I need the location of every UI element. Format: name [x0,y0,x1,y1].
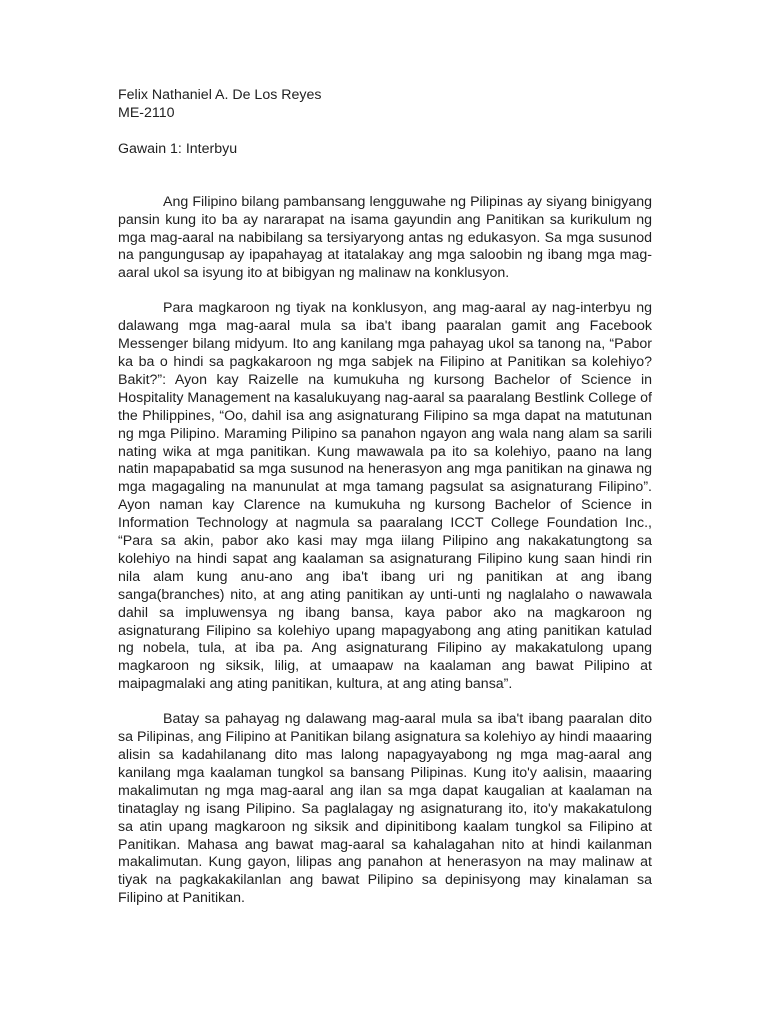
assignment-title: Gawain 1: Interbyu [118,140,238,157]
document-page [118,87,652,908]
section-code: ME-2110 [118,104,175,121]
paragraph-introduction: Ang Filipino bilang pambansang lengguwahe ng Pilipinas ay siyang binigyang pansin kung ito ba ay nararapat na isama gayundin ang Panitikan sa kurikulum ng mga mag-aaral na nabibilang sa tersiyaryong antas ng edukasyon. Sa mga susunod na pangungusap ay ipapahayag at itatalakay ang mga saloobin ng ibang mga mag-aaral ukol sa isyung ito at bibigyan ng malinaw na konklusyon. [118,193,652,282]
paragraph-conclusion: Batay sa pahayag ng dalawang mag-aaral mula sa iba't ibang paaralan dito sa Pilipinas, ang Filipino at Panitikan bilang asignatura sa kolehiyo ay hindi maaaring alisin sa kadahilanang dito mas lalong napagyayabong ng mga mag-aaral ang kanilang mga kaalaman tungkol sa bansang Pilipinas. Kung ito'y aalisin, maaaring makalimutan ng mga mag-aaral ang ilan sa mga dapat kaugalian at kaalaman na tinataglay ng isang Pilipino. Sa paglalagay ng asignaturang ito, ito'y makakatulong sa atin upang magkaroon ng siksik and dipinitibong kaalam tungkol sa Filipino at Panitikan. Mahasa ang bawat mag-aaral sa kahalagahan nito at hindi kailanman makalimutan. Kung gayon, lilipas ang panahon at henerasyon na may malinaw at tiyak na pagkakakilanlan ang bawat Pilipino sa depinisyong may kinalaman sa Filipino at Panitikan. [118,711,652,907]
author-name: Felix Nathaniel A. De Los Reyes [118,87,322,103]
paragraph-interview: Para magkaroon ng tiyak na konklusyon, ang mag-aaral ay nag-interbyu ng dalawang mga mag-aaral mula sa iba't ibang paaralan gamit ang Facebook Messenger bilang midyum. Ito ang kanilang mga pahayag ukol sa tanong na, “Pabor ka ba o hindi sa pagkakaroon ng mga sabjek na Filipino at Panitikan sa kolehiyo?Bakit?”: Ayon kay Raizelle na kumukuha ng kursong Bachelor of Science in Hospitality Management na kasalukuyang nag-aaral sa paaralang Bestlink College of the Philippines, “Oo, dahil isa ang asignaturang Filipino sa mga dapat na matutunan ng mga Pilipino. Maraming Pilipino sa panahon ngayon ang wala nang alam sa sarili nating wika at mga panitikan. Kung mawawala pa ito sa kolehiyo, paano na lang natin mapapabatid sa mga susunod na henerasyon ang mga panitikan na ginawa ng mga magagaling na manunulat at mga tamang pagsulat sa asignaturang Filipino”. Ayon naman kay Clarence na kumukuha ng kursong Bachelor of Science in Information Technology at nagmula sa paaralang ICCT College Foundation Inc., “Para sa akin, pabor ako kasi may mga iilang Pilipino ang nakakatungtong sa kolehiyo na hindi sapat ang kaalaman sa asignaturang Filipino kung saan hindi rin nila alam kung anu-ano ang iba't ibang uri ng panitikan at ang ibang sanga(branches) nito, at ang ating panitikan ay unti-unti ng naglalaho o nawawala dahil sa impluwensya ng ibang bansa, kaya pabor ako na magkaroon ng asignaturang Filipino sa kolehiyo upang mapagyabong ang ating panitikan katulad ng nobela, tula, at iba pa. Ang asignaturang Filipino ay makakatulong upang magkaroon ng siksik, lilig, at umaapaw na kaalaman ang bawat Pilipino at maipagmalaki ang ating panitikan, kultura, at ang ating bansa”. [118,300,652,693]
